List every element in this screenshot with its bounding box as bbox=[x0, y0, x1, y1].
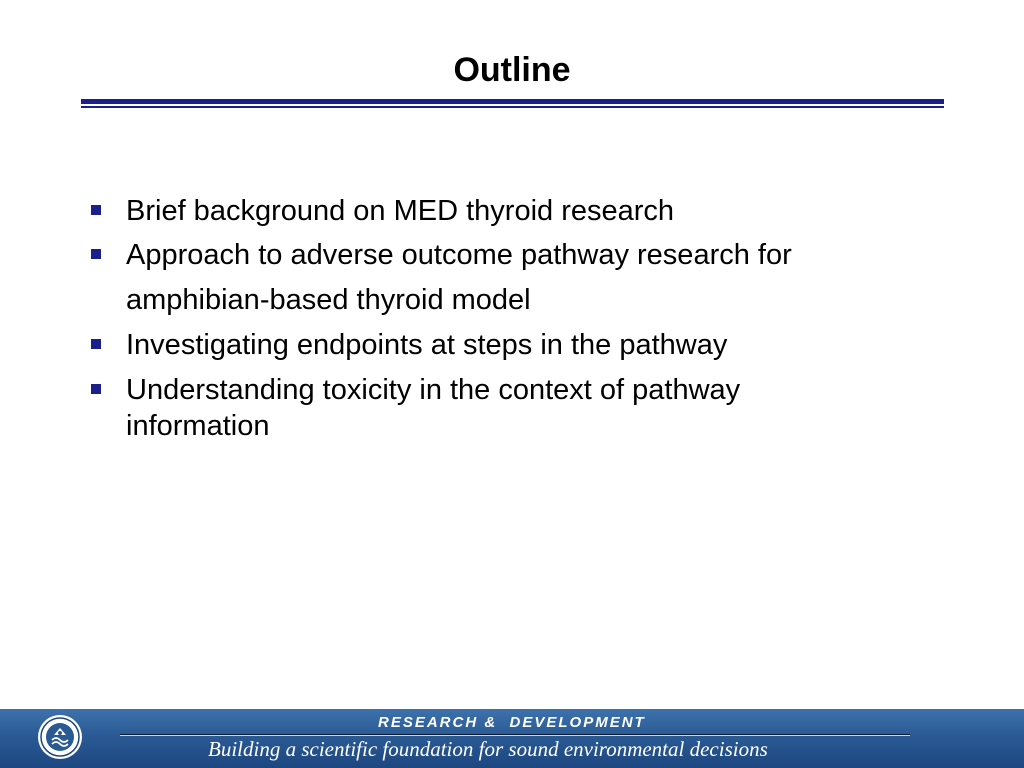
bullet-item bbox=[88, 233, 948, 323]
bullet-text-continuation: information bbox=[126, 410, 270, 442]
footer-heading: RESEARCH & DEVELOPMENT bbox=[378, 714, 646, 731]
bullet-text-continuation: amphibian-based thyroid model bbox=[126, 284, 531, 316]
square-bullet-icon bbox=[91, 339, 101, 349]
footer-banner bbox=[0, 709, 1024, 768]
agency-seal-icon bbox=[37, 714, 83, 760]
slide-title: Outline bbox=[453, 51, 571, 89]
outline-bullet-list bbox=[88, 189, 948, 444]
bullet-text: Brief background on MED thyroid research bbox=[126, 195, 675, 227]
bullet-text: Approach to adverse outcome pathway research for bbox=[126, 239, 792, 271]
bullet-item bbox=[88, 372, 948, 444]
title-underline-thin bbox=[81, 106, 944, 108]
square-bullet-icon bbox=[91, 384, 101, 394]
bullet-item bbox=[88, 189, 948, 233]
bullet-text: Investigating endpoints at steps in the pathway bbox=[126, 329, 728, 361]
footer-tagline: Building a scientific foundation for sound environmental decisions bbox=[208, 737, 768, 761]
bullet-item bbox=[88, 323, 948, 368]
bullet-text: Understanding toxicity in the context of pathway bbox=[126, 374, 741, 406]
title-underline bbox=[81, 99, 944, 104]
square-bullet-icon bbox=[91, 205, 101, 215]
square-bullet-icon bbox=[91, 249, 101, 259]
